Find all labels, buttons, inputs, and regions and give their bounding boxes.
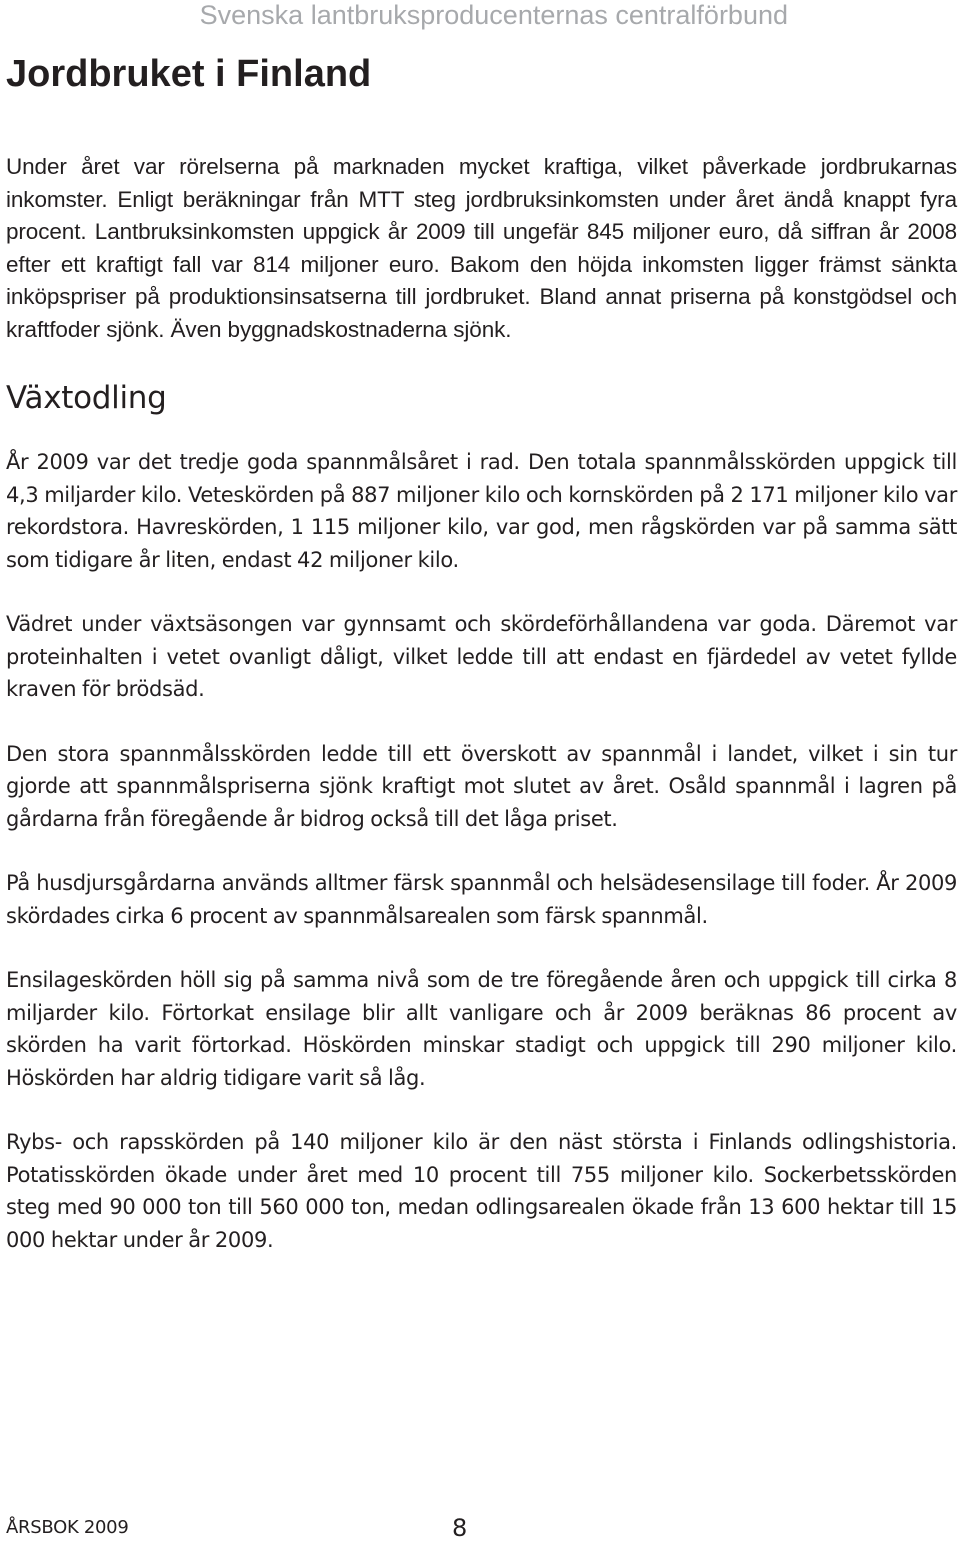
article-body — [6, 151, 957, 1288]
section-paragraph: År 2009 var det tredje goda spannmålsåret i rad. Den totala spannmålsskörden uppgick till 4,3 miljarder kilo. Veteskörden på 887 miljoner kilo och kornskörden på 2 171 miljoner kilo var rekordstora. Havreskörden, 1 115 miljoner kilo, var god, men rågskörden var på samma sätt som tidigare år liten, endast 42 miljoner kilo. — [6, 450, 957, 572]
intro-paragraph: Under året var rörelserna på marknaden mycket kraftiga, vilket påverkade jordbrukarnas inkomster. Enligt beräkningar från MTT steg jordbruksinkomsten under året ändå knappt fyra procent. Lantbruksinkomsten uppgick år 2009 till ungefär 845 miljoner euro, då siffran år 2008 efter ett kraftigt fall var 814 miljoner euro. Bakom den höjda inkomsten ligger främst sänkta inköpspriser på produktionsinsatserna till jordbruket. Bland annat priserna på konstgödsel och kraftfoder sjönk. Även byggnadskostnaderna sjönk. — [6, 154, 957, 342]
section-paragraph: Den stora spannmålsskörden ledde till ett överskott av spannmål i landet, vilket i sin tur gjorde att spannmålspriserna sjönk kraftigt mot slutet av året. Osåld spannmål i lagren på gårdarna från föregående år bidrog också till det låga priset. — [6, 741, 957, 831]
section-paragraph: Ensilageskörden höll sig på samma nivå som de tre föregående åren och uppgick till cirka 8 miljarder kilo. Förtorkat ensilage blir allt vanligare och år 2009 beräknas 86 procent av skörden ha varit förtorkad. Höskörden minskar stadigt och uppgick till 290 miljoner kilo. Höskörden har aldrig tidigare varit så låg. — [6, 968, 957, 1090]
section-paragraph: Vädret under växtsäsongen var gynnsamt och skördeförhållandena var goda. Däremot var proteinhalten i vetet ovanligt dåligt, vilket ledde till att endast en fjärdedel av vetet fyllde kraven för brödsäd. — [6, 612, 957, 701]
page-number: 8 — [452, 1514, 468, 1542]
section-paragraph: På husdjursgårdarna används alltmer färsk spannmål och helsädesensilage till foder. År 2009 skördades cirka 6 procent av spannmålsarealen som färsk spannmål. — [6, 871, 957, 928]
page-title: Jordbruket i Finland — [6, 53, 372, 95]
section-heading: Växtodling — [6, 380, 167, 416]
section-paragraph: Rybs- och rapsskörden på 140 miljoner kilo är den näst största i Finlands odlingshistoria. Potatisskörden ökade under året med 10 procent till 755 miljoner kilo. Sockerbetsskörden steg med 90 000 ton till 560 000 ton, medan odlingsarealen ökade från 13 600 hektar till 15 000 hektar under år 2009. — [6, 1130, 957, 1252]
organization-header: Svenska lantbruksproducenternas centralförbund — [199, 0, 788, 30]
publication-label: ÅRSBOK 2009 — [6, 1517, 129, 1538]
